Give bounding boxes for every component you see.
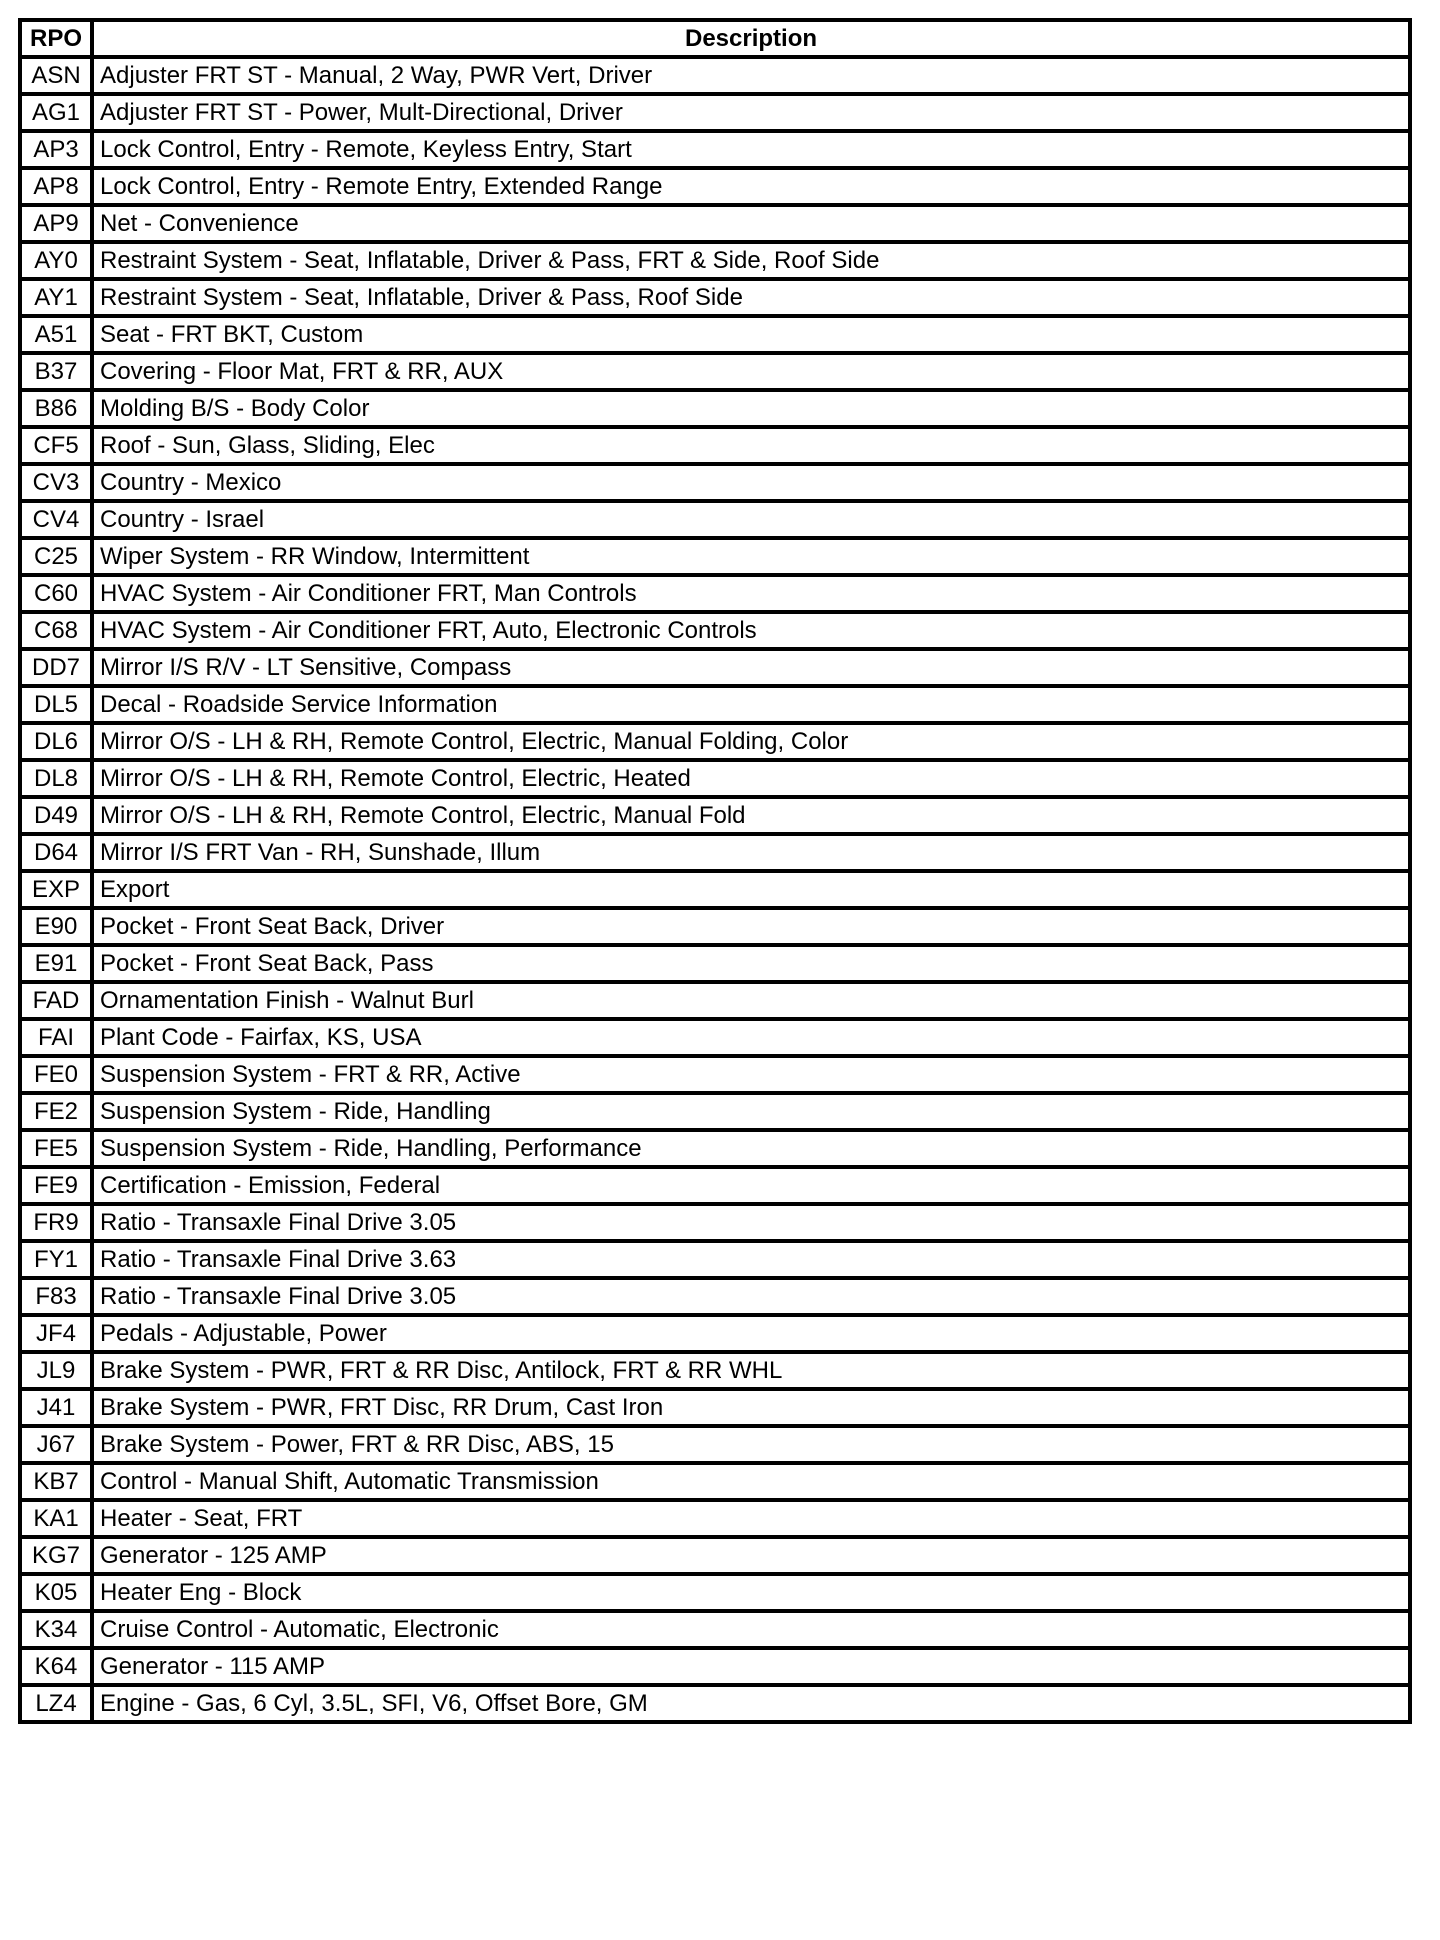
rpo-code-cell: E91 — [20, 945, 92, 982]
rpo-code-cell: K05 — [20, 1574, 92, 1611]
table-row — [20, 1130, 1410, 1167]
rpo-description-cell: Mirror O/S - LH & RH, Remote Control, Electric, Manual Folding, Color — [92, 723, 1410, 760]
rpo-description-cell: Wiper System - RR Window, Intermittent — [92, 538, 1410, 575]
rpo-code-cell: AP9 — [20, 205, 92, 242]
table-row — [20, 1463, 1410, 1500]
table-row — [20, 501, 1410, 538]
table-row — [20, 649, 1410, 686]
table-row — [20, 1574, 1410, 1611]
rpo-code-cell: AP3 — [20, 131, 92, 168]
table-row — [20, 1685, 1410, 1722]
rpo-code-cell: J41 — [20, 1389, 92, 1426]
table-row — [20, 390, 1410, 427]
rpo-description-cell: Molding B/S - Body Color — [92, 390, 1410, 427]
table-row — [20, 1019, 1410, 1056]
rpo-code-cell: FAD — [20, 982, 92, 1019]
rpo-description-cell: Ratio - Transaxle Final Drive 3.63 — [92, 1241, 1410, 1278]
table-row — [20, 1056, 1410, 1093]
rpo-description-cell: Brake System - PWR, FRT Disc, RR Drum, Cast Iron — [92, 1389, 1410, 1426]
rpo-description-cell: Certification - Emission, Federal — [92, 1167, 1410, 1204]
rpo-code-cell: DL6 — [20, 723, 92, 760]
rpo-description-cell: Adjuster FRT ST - Power, Mult-Directional, Driver — [92, 94, 1410, 131]
rpo-document — [18, 18, 1408, 1724]
rpo-code-cell: KB7 — [20, 1463, 92, 1500]
rpo-description-cell: Mirror O/S - LH & RH, Remote Control, Electric, Heated — [92, 760, 1410, 797]
table-row — [20, 205, 1410, 242]
rpo-description-cell: Decal - Roadside Service Information — [92, 686, 1410, 723]
table-row — [20, 908, 1410, 945]
table-row — [20, 1093, 1410, 1130]
rpo-description-cell: Pocket - Front Seat Back, Pass — [92, 945, 1410, 982]
rpo-code-cell: E90 — [20, 908, 92, 945]
rpo-code-cell: J67 — [20, 1426, 92, 1463]
table-row — [20, 1389, 1410, 1426]
rpo-code-cell: DL5 — [20, 686, 92, 723]
rpo-description-cell: Pocket - Front Seat Back, Driver — [92, 908, 1410, 945]
rpo-description-cell: Heater - Seat, FRT — [92, 1500, 1410, 1537]
table-row — [20, 1315, 1410, 1352]
rpo-description-cell: Lock Control, Entry - Remote Entry, Extended Range — [92, 168, 1410, 205]
rpo-description-cell: Ornamentation Finish - Walnut Burl — [92, 982, 1410, 1019]
rpo-code-cell: C60 — [20, 575, 92, 612]
table-row — [20, 1648, 1410, 1685]
rpo-description-cell: Generator - 115 AMP — [92, 1648, 1410, 1685]
rpo-description-cell: Ratio - Transaxle Final Drive 3.05 — [92, 1278, 1410, 1315]
table-row — [20, 538, 1410, 575]
rpo-description-cell: Adjuster FRT ST - Manual, 2 Way, PWR Vert, Driver — [92, 57, 1410, 94]
table-row — [20, 57, 1410, 94]
rpo-description-cell: Net - Convenience — [92, 205, 1410, 242]
rpo-code-cell: B86 — [20, 390, 92, 427]
table-row — [20, 1278, 1410, 1315]
rpo-code-cell: DD7 — [20, 649, 92, 686]
table-row — [20, 612, 1410, 649]
table-row — [20, 945, 1410, 982]
rpo-description-cell: Brake System - Power, FRT & RR Disc, ABS, 15 — [92, 1426, 1410, 1463]
rpo-code-cell: FE9 — [20, 1167, 92, 1204]
rpo-code-cell: KA1 — [20, 1500, 92, 1537]
table-row — [20, 427, 1410, 464]
rpo-description-cell: Generator - 125 AMP — [92, 1537, 1410, 1574]
rpo-code-cell: K34 — [20, 1611, 92, 1648]
rpo-description-cell: Mirror I/S R/V - LT Sensitive, Compass — [92, 649, 1410, 686]
rpo-code-cell: FY1 — [20, 1241, 92, 1278]
rpo-code-cell: FAI — [20, 1019, 92, 1056]
rpo-description-cell: Suspension System - Ride, Handling, Performance — [92, 1130, 1410, 1167]
table-row — [20, 1611, 1410, 1648]
table-header-row — [20, 20, 1410, 57]
rpo-description-cell: Restraint System - Seat, Inflatable, Driver & Pass, Roof Side — [92, 279, 1410, 316]
table-row — [20, 1500, 1410, 1537]
rpo-code-cell: EXP — [20, 871, 92, 908]
table-body — [20, 57, 1410, 1722]
table-row — [20, 1204, 1410, 1241]
rpo-code-cell: C68 — [20, 612, 92, 649]
rpo-description-cell: HVAC System - Air Conditioner FRT, Man Controls — [92, 575, 1410, 612]
table-row — [20, 242, 1410, 279]
rpo-description-cell: HVAC System - Air Conditioner FRT, Auto, Electronic Controls — [92, 612, 1410, 649]
rpo-description-cell: Control - Manual Shift, Automatic Transmission — [92, 1463, 1410, 1500]
rpo-code-cell: FE5 — [20, 1130, 92, 1167]
rpo-description-cell: Plant Code - Fairfax, KS, USA — [92, 1019, 1410, 1056]
table-row — [20, 464, 1410, 501]
rpo-description-cell: Export — [92, 871, 1410, 908]
table-row — [20, 1352, 1410, 1389]
rpo-code-cell: KG7 — [20, 1537, 92, 1574]
header-rpo: RPO — [20, 20, 92, 57]
rpo-code-cell: B37 — [20, 353, 92, 390]
rpo-code-cell: AY1 — [20, 279, 92, 316]
table-row — [20, 279, 1410, 316]
rpo-code-cell: A51 — [20, 316, 92, 353]
rpo-description-cell: Brake System - PWR, FRT & RR Disc, Antilock, FRT & RR WHL — [92, 1352, 1410, 1389]
rpo-description-cell: Country - Mexico — [92, 464, 1410, 501]
rpo-code-cell: K64 — [20, 1648, 92, 1685]
rpo-description-cell: Roof - Sun, Glass, Sliding, Elec — [92, 427, 1410, 464]
table-row — [20, 834, 1410, 871]
rpo-code-cell: CF5 — [20, 427, 92, 464]
rpo-code-cell: DL8 — [20, 760, 92, 797]
table-row — [20, 797, 1410, 834]
table-row — [20, 575, 1410, 612]
rpo-code-cell: FR9 — [20, 1204, 92, 1241]
table-row — [20, 982, 1410, 1019]
rpo-description-cell: Suspension System - FRT & RR, Active — [92, 1056, 1410, 1093]
rpo-description-cell: Country - Israel — [92, 501, 1410, 538]
rpo-description-cell: Covering - Floor Mat, FRT & RR, AUX — [92, 353, 1410, 390]
rpo-code-cell: F83 — [20, 1278, 92, 1315]
rpo-code-cell: CV3 — [20, 464, 92, 501]
table-row — [20, 760, 1410, 797]
rpo-code-cell: AG1 — [20, 94, 92, 131]
rpo-description-cell: Pedals - Adjustable, Power — [92, 1315, 1410, 1352]
rpo-description-cell: Suspension System - Ride, Handling — [92, 1093, 1410, 1130]
table-row — [20, 871, 1410, 908]
rpo-code-cell: FE2 — [20, 1093, 92, 1130]
table-row — [20, 1426, 1410, 1463]
table-row — [20, 1167, 1410, 1204]
rpo-description-cell: Lock Control, Entry - Remote, Keyless Entry, Start — [92, 131, 1410, 168]
rpo-description-cell: Heater Eng - Block — [92, 1574, 1410, 1611]
rpo-code-cell: C25 — [20, 538, 92, 575]
table-row — [20, 168, 1410, 205]
table-row — [20, 723, 1410, 760]
table-row — [20, 1241, 1410, 1278]
rpo-code-cell: FE0 — [20, 1056, 92, 1093]
rpo-table — [18, 18, 1412, 1724]
rpo-code-cell: D49 — [20, 797, 92, 834]
rpo-description-cell: Ratio - Transaxle Final Drive 3.05 — [92, 1204, 1410, 1241]
header-description: Description — [92, 20, 1410, 57]
rpo-code-cell: AP8 — [20, 168, 92, 205]
rpo-description-cell: Engine - Gas, 6 Cyl, 3.5L, SFI, V6, Offset Bore, GM — [92, 1685, 1410, 1722]
rpo-code-cell: JL9 — [20, 1352, 92, 1389]
table-row — [20, 316, 1410, 353]
rpo-code-cell: AY0 — [20, 242, 92, 279]
rpo-description-cell: Restraint System - Seat, Inflatable, Driver & Pass, FRT & Side, Roof Side — [92, 242, 1410, 279]
table-row — [20, 353, 1410, 390]
rpo-description-cell: Mirror O/S - LH & RH, Remote Control, Electric, Manual Fold — [92, 797, 1410, 834]
rpo-code-cell: CV4 — [20, 501, 92, 538]
rpo-description-cell: Cruise Control - Automatic, Electronic — [92, 1611, 1410, 1648]
rpo-code-cell: D64 — [20, 834, 92, 871]
table-row — [20, 686, 1410, 723]
table-row — [20, 131, 1410, 168]
rpo-description-cell: Mirror I/S FRT Van - RH, Sunshade, Illum — [92, 834, 1410, 871]
table-row — [20, 1537, 1410, 1574]
rpo-code-cell: LZ4 — [20, 1685, 92, 1722]
rpo-description-cell: Seat - FRT BKT, Custom — [92, 316, 1410, 353]
rpo-code-cell: ASN — [20, 57, 92, 94]
table-row — [20, 94, 1410, 131]
rpo-code-cell: JF4 — [20, 1315, 92, 1352]
